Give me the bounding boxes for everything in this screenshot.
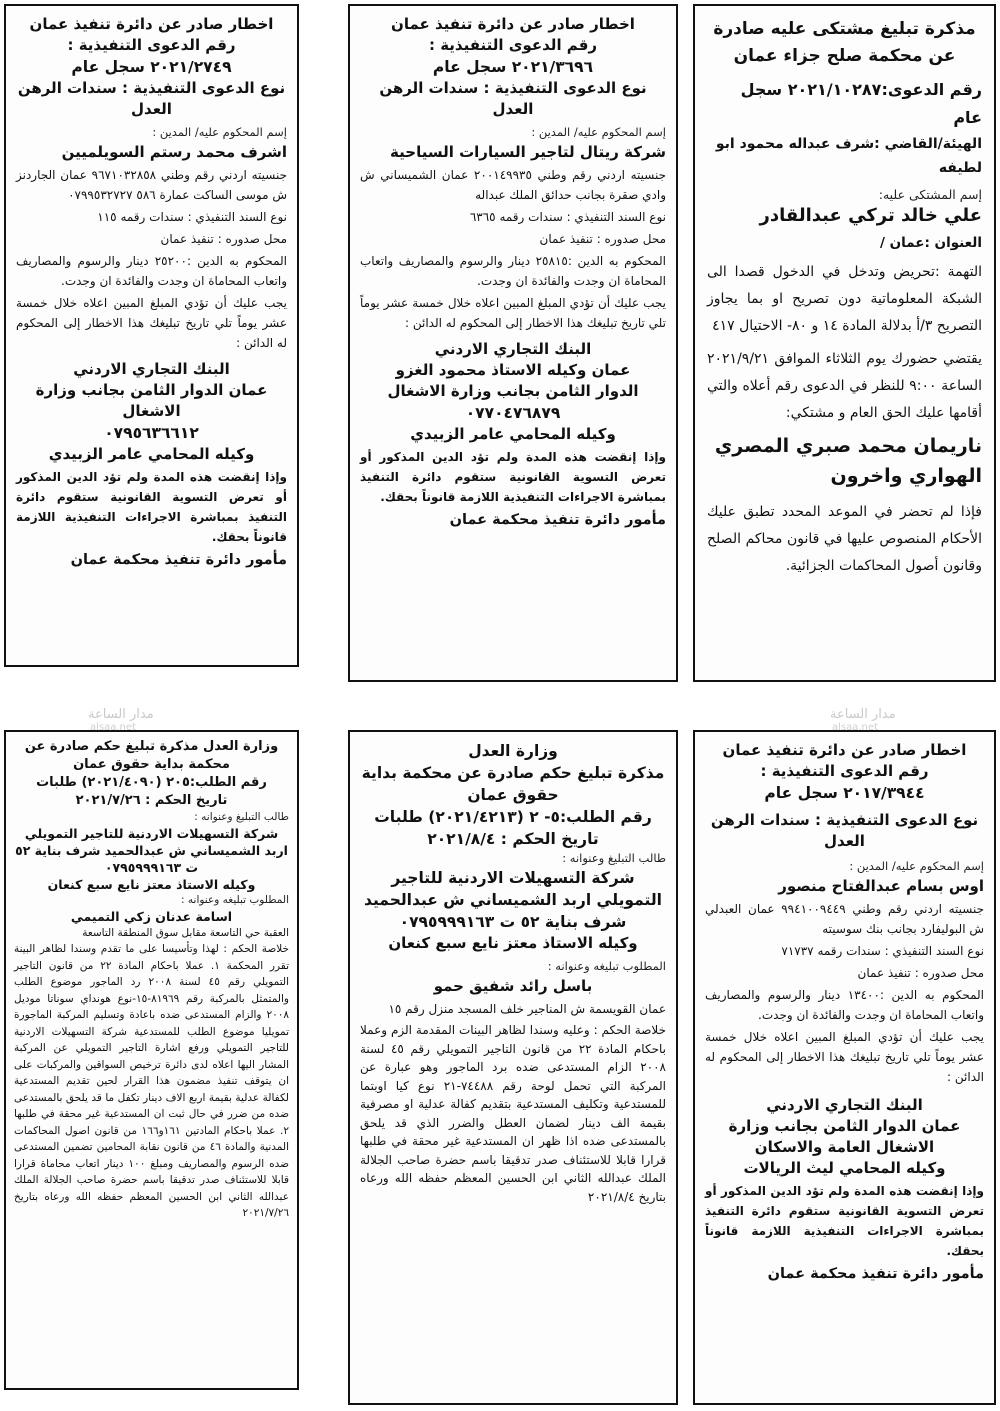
payment-instruction: يجب عليك أن تؤدي المبلغ المبين اعلاه خلال خمسة عشر يوماً تلي تاريخ تبليغك هذا الاخطار إلى المحكوم له الدائن : bbox=[16, 296, 287, 350]
closing-text: وإذا إنقضت هذه المدة ولم تؤد الدين المذكور أو تعرض التسوية القانونية ستقوم دائرة التنفيذ بمباشرة الاجراءات التنفيذية اللازمة قانوناً بحقك. bbox=[705, 1184, 984, 1258]
case-number: ٢٠٢١/٢٧٤٩ سجل عام bbox=[71, 58, 232, 76]
debtor-name: اشرف محمد رستم السويلميين bbox=[61, 143, 287, 161]
defendant-label: إسم المشتكى عليه: bbox=[878, 187, 982, 202]
summons-text: يقتضي حضورك يوم الثلاثاء الموافق ٢٠٢١/٩/٢١ الساعة ٩:٠٠ للنظر في الدعوى رقم أعلاه والتي أقامها عليك الحق العام و مشتكي: bbox=[707, 351, 982, 421]
payment-instruction: يجب عليك أن تؤدي المبلغ المبين اعلاه خلال خمسة عشر يوماً تلي تاريخ تبليغك هذا الاخطار إلى المحكوم له الدائن : bbox=[705, 1030, 984, 1084]
case-number: ٢٠١٧/٣٩٤٤ سجل عام bbox=[764, 784, 925, 802]
debtor-label: إسم المحكوم عليه/ المدين : bbox=[531, 125, 666, 139]
creditor-phone: ٠٧٩٥٦٣٦٦١٢ bbox=[104, 424, 199, 442]
debtor-name: اوس بسام عبدالفتاح منصور bbox=[778, 877, 984, 895]
notice-court-summons bbox=[693, 4, 996, 682]
charge-text: التهمة :تحريض وتدخل في الدخول قصدا الى الشبكة المعلوماتية دون تصريح او بما يجاوز التصريح ٣/أ بدلالة المادة ١٤ و ٨٠- الاحتيال ٤١٧ bbox=[707, 264, 982, 334]
watermark-text: مدار الساعة bbox=[830, 707, 896, 722]
debtor-name: شركة ريتال لتاجير السيارات السياحية bbox=[390, 143, 666, 161]
requester-label: طالب التبليغ وعنوانه : bbox=[562, 851, 666, 865]
payment-instruction: يجب عليك أن تؤدي المبلغ المبين اعلاه خلال خمسة عشر يوماً تلي تاريخ تبليغك هذا الاخطار إلى المحكوم له الدائن : bbox=[360, 296, 666, 330]
debt-amount: المحكوم به الدين :١٣٤٠٠ دينار والرسوم والمصاريف واتعاب المحاماة ان وجدت والفائدة ان وجدت. bbox=[705, 988, 984, 1022]
case-number: ٢٠٢١/٣٦٩٦ سجل عام bbox=[432, 58, 594, 76]
defendant-address: العنوان :عمان / bbox=[879, 235, 982, 251]
creditor-address: عمان الدوار الثامن بجانب وزارة الاشغال العامة والاسكان bbox=[728, 1117, 961, 1156]
debtor-details: جنسيته اردني رقم وطني ٩٩٤١٠٠٩٤٤٩ عمان العبدلي ش البوليفارد بجانب بنك سوسيته bbox=[705, 902, 984, 936]
notice-title: وزارة العدل مذكرة تبليغ حكم صادرة عن محكمة بداية حقوق عمان bbox=[24, 739, 279, 772]
creditor-address: عمان الدوار الثامن بجانب وزارة الاشغال bbox=[35, 381, 268, 420]
ministry-name: وزارة العدل bbox=[468, 742, 558, 760]
debtor-details: جنسيته اردني رقم وطني ٢٠٠١٤٩٩٣٥ عمان الشميساني ش وادي صقرة بجانب حدائق الملك عبداله bbox=[360, 168, 666, 202]
notice-judgment-4090 bbox=[4, 730, 299, 1390]
case-type: نوع الدعوى التنفيذية : سندات الرهن العدل bbox=[379, 79, 647, 118]
creditor-address: الدوار الثامن بجانب وزارة الاشغال bbox=[387, 382, 639, 400]
requester-label: طالب التبليغ وعنوانه : bbox=[194, 811, 289, 823]
judgment-summary: خلاصة الحكم : لهذا وتأسيسا على ما تقدم وسندا لظاهر البينة تقرر المحكمة ١. عملا باحكام المادة ٢٢ من قانون التاجير التمويلي رقم ٤٥ لسنة ٢٠٠٨ رد الماجور موضوع الطلب والمتمثل بالمركبة رقم ٨١٩٦٩-١٥-نوع هونداي سوناتا موديل ٢٠٠٨ والزام المستدعى ضده باعادة وتسليم المركبة الماجورة تمويليا موضوع الطلب للمستدعية شركة التسهيلات الاردنية للتاجير التمويلي ورفع اشارة التاجير التمويلي عن المركبة المشار اليها اعلاه لدى دائرة ترخيص السواقين والمركبات على ان يتوقف تنفيذ مضمون هذا القرار لحين تقديم المستدعية لكفالة عدلية بقيمة اربع الاف دينار تكفل ما قد يلحق بالمستدعى ضده من ضرر في حال ثبت ان المستدعية غير محقة في طلبها ٢. عملا باحكام المادتين ١٦١و١٦٦ من قانون اصول المحاكمات المدنية والمادة ٤٦ من قانون نقابة المحامين تضمين المستدعى ضده الرسوم والمصاريف ومبلغ ١٠٠ دينار اتعاب محاماة قرارا قابلا للاستئناف صدر تدقيقا باسم حضرة صاحب الجلالة الملك عبدالله الثاني ابن الحسين المعظم حفظه الله ورعاه بتاريخ ٢٠٢١/٧/٢٦ bbox=[14, 943, 290, 1219]
judgment-date: تاريخ الحكم : ٢٠٢١/٨/٤ bbox=[427, 830, 599, 848]
debt-amount: المحكوم به الدين :٢٥٨١٥ دينار والرسوم والمصاريف واتعاب المحاماة ان وجدت والفائدة ان وجدت. bbox=[360, 254, 667, 288]
case-type-label: رقم الدعوى التنفيذية : bbox=[760, 762, 929, 780]
target-label: المطلوب تبليغه وعنوانه : bbox=[547, 959, 666, 973]
document-type: نوع السند التنفيذي : سندات رقمه ٧١٧٣٧ bbox=[781, 944, 984, 958]
signature-title: مأمور دائرة تنفيذ محكمة عمان bbox=[70, 552, 287, 568]
request-number: رقم الطلب:٥- ٢ (٢٠٢١/٤٢١٣) طلبات bbox=[374, 808, 652, 826]
issue-place: محل صدوره : تنفيذ عمان bbox=[539, 232, 666, 246]
target-address: عمان القويسمة ش المناجير خلف المسجد منزل رقم ١٥ bbox=[388, 1002, 666, 1016]
case-type-label: رقم الدعوى التنفيذية : bbox=[67, 36, 236, 54]
issue-place: محل صدوره : تنفيذ عمان bbox=[857, 966, 984, 980]
watermark-url: alsaa.net bbox=[90, 722, 136, 733]
watermark-url: alsaa.net bbox=[832, 722, 878, 733]
case-type-label: رقم الدعوى التنفيذية : bbox=[428, 36, 598, 54]
defendant-name: علي خالد تركي عبدالقادر bbox=[759, 205, 982, 226]
document-type: نوع السند التنفيذي : سندات رقمه ٦٣٦٥ bbox=[469, 210, 666, 224]
notice-execution-3696 bbox=[348, 4, 678, 682]
debtor-details: جنسيته اردني رقم وطني ٩٦٧١٠٣٢٨٥٨ عمان الجاردنز ش موسى الساكت عمارة ٥٨٦ ٠٧٩٩٥٣٢٧٢٧ bbox=[16, 168, 288, 202]
judgment-date: تاريخ الحكم : ٢٠٢١/٧/٢٦ bbox=[75, 793, 228, 808]
judgment-summary: خلاصة الحكم : وعليه وسندا لظاهر البينات المقدمة الزم وعملا باحكام المادة ٢٢ من قانون التاجير التمويلي رقم ٤٥ لسنة ٢٠٠٨ الزام المستدعى ضده برد الماجور وهو عبارة عن المركبة التي تحمل لوحة رقم ٧٤٤٨٨-٢١ نوع كيا اوبتما للمستدعية وتكليف المستدعية بتقديم كفالة عدلية او مصرفية بقيمة الف دينار لضمان العطل والضرر الذي قد يلحق بالمستدعى ضده اذا ظهر ان المستدعية غير محقة في طلبها قرارا قابلا للاستئناف صدر تدقيقا باسم حضرة صاحب الجلالة الملك عبدالله الثاني ابن الحسين المعظم حفظه الله ورعاه بتاريخ ٢٠٢١/٨/٤ bbox=[360, 1023, 666, 1204]
requester-agent: وكيله الاستاذ معتز نايع سبع كنعان bbox=[47, 877, 256, 892]
request-number: رقم الطلب:٢٠٥ (٢٠٢١/٤٠٩٠) طلبات bbox=[36, 775, 267, 790]
judge: الهيئة/القاضي :شرف عبداله محمود ابو لطيفه bbox=[715, 136, 982, 176]
target-name: اسامة عدنان زكي التميمي bbox=[70, 909, 233, 924]
creditor-agent: عمان وكيله الاستاذ محمود الغزو bbox=[395, 361, 631, 379]
notice-execution-2749 bbox=[4, 4, 299, 667]
notice-title: مذكرة تبليغ حكم صادرة عن محكمة بداية حقوق عمان bbox=[361, 764, 665, 804]
issue-place: محل صدوره : تنفيذ عمان bbox=[160, 232, 287, 246]
closing-text: وإذا إنقضت هذه المدة ولم تؤد الدين المذكور أو تعرض التسوية القانونية ستقوم دائرة التنفيذ بمباشرة الاجراءات التنفيذية اللازمة قانوناً بحقك. bbox=[16, 470, 287, 544]
requester-name: شركة التسهيلات الاردنية للتاجير التمويلي اربد الشميساني ش عبدالحميد شرف بناية ٥٢ ت ٠٧٩٥٩٩٩١٦٣ bbox=[15, 826, 288, 875]
closing-text: وإذا إنقضت هذه المدة ولم تؤد الدين المذكور أو تعرض التسوية القانونية ستقوم دائرة التنفيذ بمباشرة الاجراءات التنفيذية اللازمة قانوناً بحقك. bbox=[360, 450, 666, 504]
signature-title: مأمور دائرة تنفيذ محكمة عمان bbox=[767, 1266, 984, 1282]
notice-title: مذكرة تبليغ مشتكى عليه صادرة عن محكمة صلح جزاء عمان bbox=[713, 19, 976, 66]
notice-header: اخطار صادر عن دائرة تنفيذ عمان bbox=[29, 15, 274, 33]
notice-execution-3944 bbox=[693, 730, 996, 1405]
lawyer-name: وكيله المحامي ليث الريالات bbox=[743, 1159, 946, 1177]
warning-text: فإذا لم تحضر في الموعد المحدد تطبق عليك الأحكام المنصوص عليها في قانون محاكم الصلح وقانون أصول المحاكمات الجزائية. bbox=[707, 504, 982, 574]
lawyer-name: وكيله المحامي عامر الزبيدي bbox=[48, 445, 255, 463]
case-type: نوع الدعوى التنفيذية : سندات الرهن العدل bbox=[710, 811, 979, 850]
complainant-name: ناريمان محمد صبري المصري الهواري واخرون bbox=[714, 435, 982, 487]
lawyer-name: وكيله المحامي عامر الزبيدي bbox=[410, 425, 616, 443]
notice-header: اخطار صادر عن دائرة تنفيذ عمان bbox=[722, 741, 967, 759]
document-type: نوع السند التنفيذي : سندات رقمه ١١٥ bbox=[97, 210, 287, 224]
target-name: باسل رائد شفيق حمو bbox=[433, 977, 593, 995]
requester-name: شركة التسهيلات الاردنية للتاجير التمويلي اربد الشميساني ش عبدالحميد شرف بناية ٥٢ ت ٠٧٩٥٩٩٩١٦٣ bbox=[364, 869, 662, 931]
watermark-text: مدار الساعة bbox=[88, 707, 154, 722]
notice-header: اخطار صادر عن دائرة تنفيذ عمان bbox=[391, 15, 635, 33]
target-address: العقبة حي التاسعة مقابل سوق المنطقة التاسعة bbox=[82, 927, 289, 939]
case-number: رقم الدعوى:٢٠٢١/١٠٢٨٧ سجل عام bbox=[740, 80, 982, 127]
debt-amount: المحكوم به الدين :٢٥٢٠٠ دينار والرسوم والمصاريف واتعاب المحاماة ان وجدت والفائدة ان وجدت. bbox=[16, 254, 287, 288]
target-label: المطلوب تبليغه وعنوانه : bbox=[181, 894, 289, 906]
creditor-name: البنك التجاري الاردني bbox=[434, 340, 592, 358]
requester-agent: وكيله الاستاذ معتز نايع سبع كنعان bbox=[388, 934, 638, 952]
creditor-name: البنك التجاري الاردني bbox=[766, 1096, 923, 1114]
debtor-label: إسم المحكوم عليه/ المدين : bbox=[849, 859, 984, 873]
debtor-label: إسم المحكوم عليه/ المدين : bbox=[152, 125, 287, 139]
creditor-phone: ٠٧٧٠٤٧٦٨٧٩ bbox=[465, 404, 561, 422]
notice-judgment-4213 bbox=[348, 730, 678, 1405]
creditor-name: البنك التجاري الاردني bbox=[73, 360, 230, 378]
case-type: نوع الدعوى التنفيذية : سندات الرهن العدل bbox=[17, 79, 286, 118]
signature-title: مأمور دائرة تنفيذ محكمة عمان bbox=[449, 512, 666, 528]
